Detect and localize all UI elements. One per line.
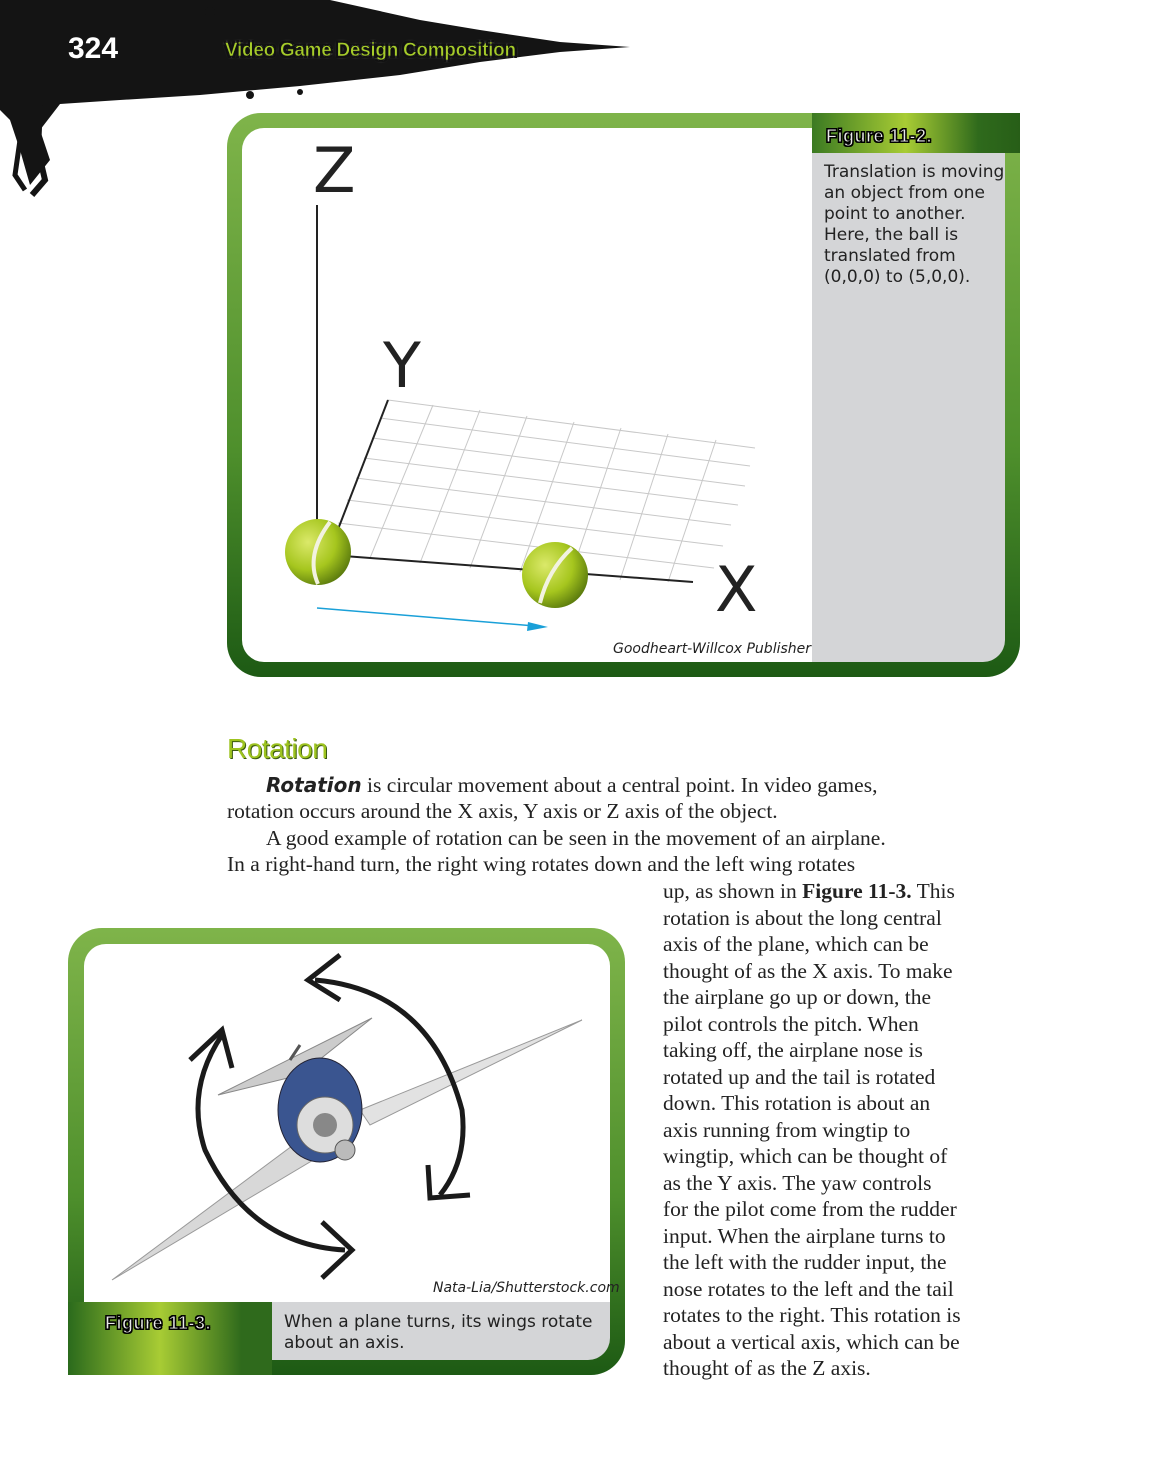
y-axis-label: Y (383, 329, 421, 402)
paragraph-2-line (663, 878, 955, 905)
caption-line: point to another. (824, 204, 966, 224)
paragraph-2-line: taking off, the airplane nose is (663, 1038, 923, 1062)
text: This (911, 879, 955, 903)
paragraph-2-line: down. This rotation is about an (663, 1091, 931, 1115)
airplane-rotation-illustration (84, 944, 610, 1302)
section-heading: Rotation (227, 733, 328, 764)
paragraph-2-line: about a vertical axis, which can be (663, 1329, 960, 1354)
paragraph-2-line: input. When the airplane turns to (663, 1223, 946, 1248)
paragraph-2-line: the airplane go up or down, the (663, 985, 932, 1009)
text: is circular movement about a central point. In video games, (361, 773, 878, 797)
figure-11-3-credit: Nata-Lia/Shutterstock.com (433, 1280, 620, 1296)
paragraph-2-line: pilot controls the pitch. When (663, 1011, 919, 1036)
paragraph-2-line: axis running from wingtip to (663, 1117, 911, 1142)
paragraph-2-line: axis of the plane, which can be (663, 932, 929, 956)
figure-11-3-caption (284, 1312, 593, 1354)
ball-start (285, 519, 351, 585)
paragraph-1-line-1 (266, 772, 877, 799)
caption-line: about an axis. (284, 1333, 405, 1353)
paragraph-2-line: rotates to the right. This rotation is (663, 1303, 961, 1327)
airplane (112, 1018, 582, 1280)
caption-line: an object from one (824, 183, 985, 203)
ball-end (522, 542, 588, 608)
paragraph-2-line: thought of as the Z axis. (663, 1356, 871, 1380)
paragraph-2-line: In a right-hand turn, the right wing rotates down and the left wing rotates (227, 852, 856, 876)
paragraph-2-line: for the pilot come from the rudder (663, 1197, 957, 1221)
caption-line: Translation is moving (824, 162, 1005, 182)
z-axis-label: Z (313, 134, 356, 207)
caption-line: translated from (824, 246, 956, 266)
paragraph-2-line: thought of as the X axis. To make (663, 958, 953, 983)
key-term: Rotation (266, 773, 362, 797)
x-axis-line (317, 554, 693, 582)
paragraph-2-column (663, 905, 961, 1382)
paragraph-2-line: rotation is about the long central (663, 905, 942, 930)
figure-11-2-label: Figure 11-2. (826, 126, 933, 146)
book-title: Video Game Design Composition (225, 40, 516, 61)
paragraph-2-line: the left with the rudder input, the (663, 1250, 947, 1274)
caption-line: When a plane turns, its wings rotate (284, 1312, 593, 1332)
page-number: 324 (68, 32, 119, 65)
text: up, as shown in (663, 879, 803, 903)
caption-line: Here, the ball is (824, 225, 959, 245)
translation-arrow (317, 608, 535, 626)
figure-reference: Figure 11-3. (802, 879, 912, 903)
paragraph-2-line: wingtip, which can be thought of (663, 1144, 948, 1168)
paragraph-2-line: nose rotates to the left and the tail (663, 1276, 954, 1301)
x-axis-label: X (715, 553, 758, 626)
translation-diagram (242, 128, 812, 662)
paragraph-2-line: as the Y axis. The yaw controls (663, 1170, 932, 1195)
paragraph-2-line: rotated up and the tail is rotated (663, 1064, 936, 1089)
figure-11-3-label: Figure 11-3. (105, 1313, 212, 1333)
figure-11-2-caption (824, 162, 1004, 288)
figure-11-2-credit: Goodheart-Willcox Publisher (613, 641, 812, 657)
paragraph-2-line: A good example of rotation can be seen in the movement of an airplane. (266, 826, 886, 850)
translation-arrowhead (527, 622, 548, 631)
paragraph-1-line-2: rotation occurs around the X axis, Y axis or Z axis of the object. (227, 799, 778, 823)
caption-line: (0,0,0) to (5,0,0). (824, 267, 971, 287)
